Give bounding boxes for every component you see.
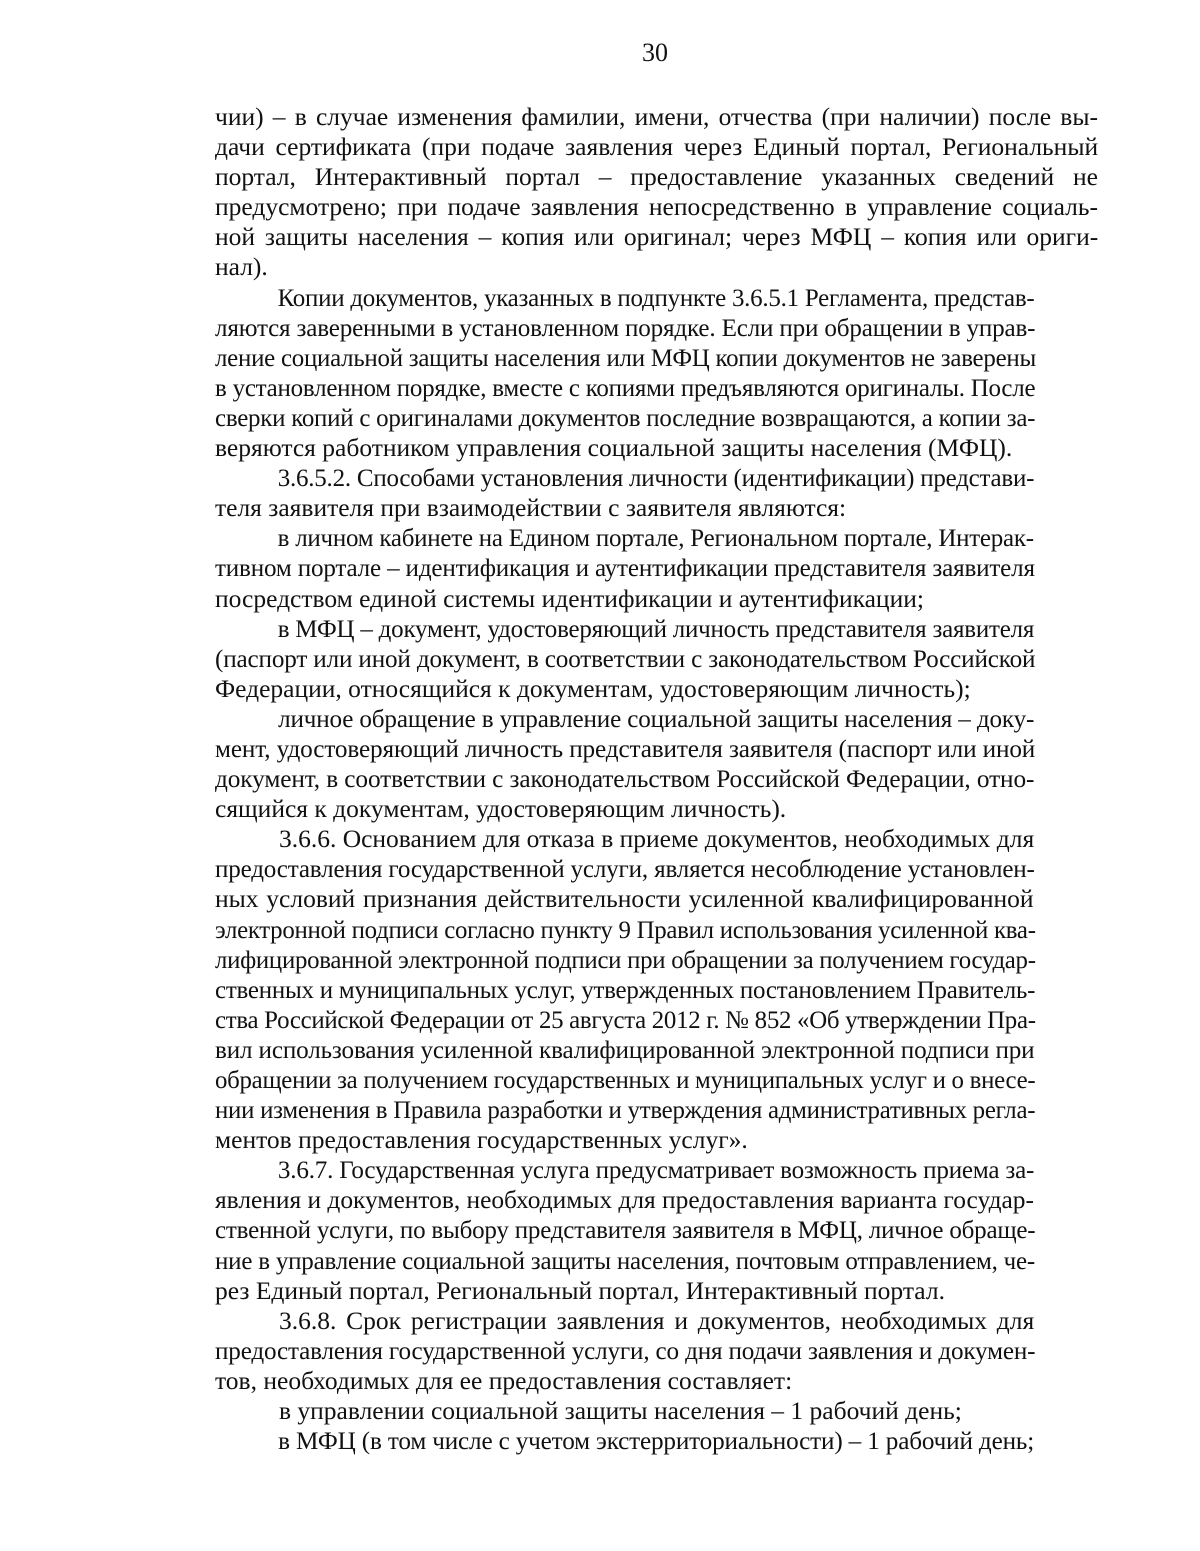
paragraph [215, 614, 1098, 704]
text-line: ственной услуги, по выбору представителя заявителя в МФЦ, личное обраще- [215, 1215, 1036, 1245]
text-line: 3.6.5.2. Способами установления личности (идентификации) представи- [277, 463, 1035, 493]
text-line: дачи сертификата (при подаче заявления через Единый портал, Региональный [215, 132, 1099, 162]
text-line: ментов предоставления государственных услуг». [215, 1125, 748, 1155]
text-line: (паспорт или иной документ, в соответствии с законодательством Российской [215, 643, 1036, 673]
text-line: рез Единый портал, Региональный портал, Интерактивный портал. [215, 1275, 945, 1305]
paragraph [215, 1155, 1098, 1305]
text-line: в МФЦ – документ, удостоверяющий личность представителя заявителя [277, 613, 1035, 643]
paragraph [215, 704, 1098, 824]
page-number: 30 [642, 38, 668, 67]
text-line: обращении за получением государственных и муниципальных услуг и о внесе- [215, 1065, 1036, 1094]
text-line: предоставления государственной услуги, является несоблюдение установлен- [215, 854, 1035, 884]
paragraph [215, 463, 1098, 523]
text-line: тов, необходимых для ее предоставления составляет: [215, 1365, 793, 1395]
text-line: ление социальной защиты населения или МФЦ копии документов не заверены [215, 342, 1036, 372]
text-line: веряются работником управления социальной защиты населения (МФЦ). [215, 433, 1013, 463]
text-line: теля заявителя при взаимодействии с заявителя являются: [215, 493, 847, 523]
text-line: Федерации, относящийся к документам, удостоверяющим личность); [215, 673, 971, 703]
text-line: Копии документов, указанных в подпункте 3.6.5.1 Регламента, представ- [277, 282, 1035, 312]
text-line: посредством единой системы идентификации и аутентификации; [215, 583, 924, 613]
text-line: в личном кабинете на Едином портале, Региональном портале, Интерак- [277, 523, 1034, 553]
text-line: 3.6.8. Срок регистрации заявления и документов, необходимых для [279, 1305, 1035, 1335]
paragraph [215, 523, 1098, 613]
text-line: нал). [215, 252, 268, 282]
paragraph [215, 283, 1098, 464]
text-line: в управлении социальной защиты населения – 1 рабочий день; [279, 1396, 962, 1426]
text-line: предусмотрено; при подаче заявления непосредственно в управление социаль- [215, 192, 1098, 222]
text-line: явления и документов, необходимых для предоставления варианта государ- [215, 1185, 1034, 1215]
text-line: документ, в соответствии с законодательством Российской Федерации, отно- [215, 764, 1035, 794]
text-line: личное обращение в управление социальной защиты населения – доку- [278, 703, 1035, 733]
document-body [215, 102, 1098, 1456]
text-line: ляются заверенными в установленном порядке. Если при обращении в управ- [215, 312, 1036, 342]
text-line: портал, Интерактивный портал – предоставление указанных сведений не [215, 162, 1098, 192]
text-line: ственных и муниципальных услуг, утвержденных постановлением Правитель- [215, 974, 1036, 1004]
text-line: сверки копий с оригиналами документов последние возвращаются, а копии за- [215, 402, 1036, 432]
text-line: предоставления государственной услуги, со дня подачи заявления и докумен- [215, 1335, 1036, 1365]
text-line: электронной подписи согласно пункту 9 Правил использования усиленной ква- [215, 914, 1036, 944]
text-line: ние в управление социальной защиты населения, почтовым отправлением, че- [215, 1245, 1036, 1275]
text-line: 3.6.6. Основанием для отказа в приеме документов, необходимых для [279, 824, 1035, 854]
paragraph [215, 824, 1098, 1155]
text-line: в установленном порядке, вместе с копиями предъявляются оригиналы. После [215, 372, 1036, 402]
text-line: ства Российской Федерации от 25 августа 2012 г. № 852 «Об утверждении Пра- [215, 1004, 1036, 1034]
text-line: в МФЦ (в том числе с учетом экстерриториальности) – 1 рабочий день; [278, 1426, 1035, 1456]
text-line: нии изменения в Правила разработки и утверждения административных регла- [215, 1095, 1036, 1125]
text-line: ных условий признания действительности усиленной квалифицированной [215, 884, 1034, 914]
text-line: чии) – в случае изменения фамилии, имени, отчества (при наличии) после вы- [215, 102, 1098, 131]
text-line: 3.6.7. Государственная услуга предусматривает возможность приема за- [277, 1155, 1035, 1185]
paragraph [215, 1306, 1098, 1396]
paragraph [215, 1426, 1098, 1456]
text-line: мент, удостоверяющий личность представителя заявителя (паспорт или иной [215, 733, 1036, 763]
text-line: вил использования усиленной квалифицированной электронной подписи при [215, 1034, 1035, 1064]
paragraph [215, 102, 1098, 283]
text-line: лифицированной электронной подписи при обращении за получением государ- [215, 944, 1036, 974]
paragraph [215, 1396, 1098, 1426]
text-line: тивном портале – идентификация и аутентификации представителя заявителя [215, 553, 1035, 583]
text-line: ной защиты населения – копия или оригинал; через МФЦ – копия или ориги- [215, 222, 1099, 252]
text-line: сящийся к документам, удостоверяющим личность). [215, 794, 787, 824]
